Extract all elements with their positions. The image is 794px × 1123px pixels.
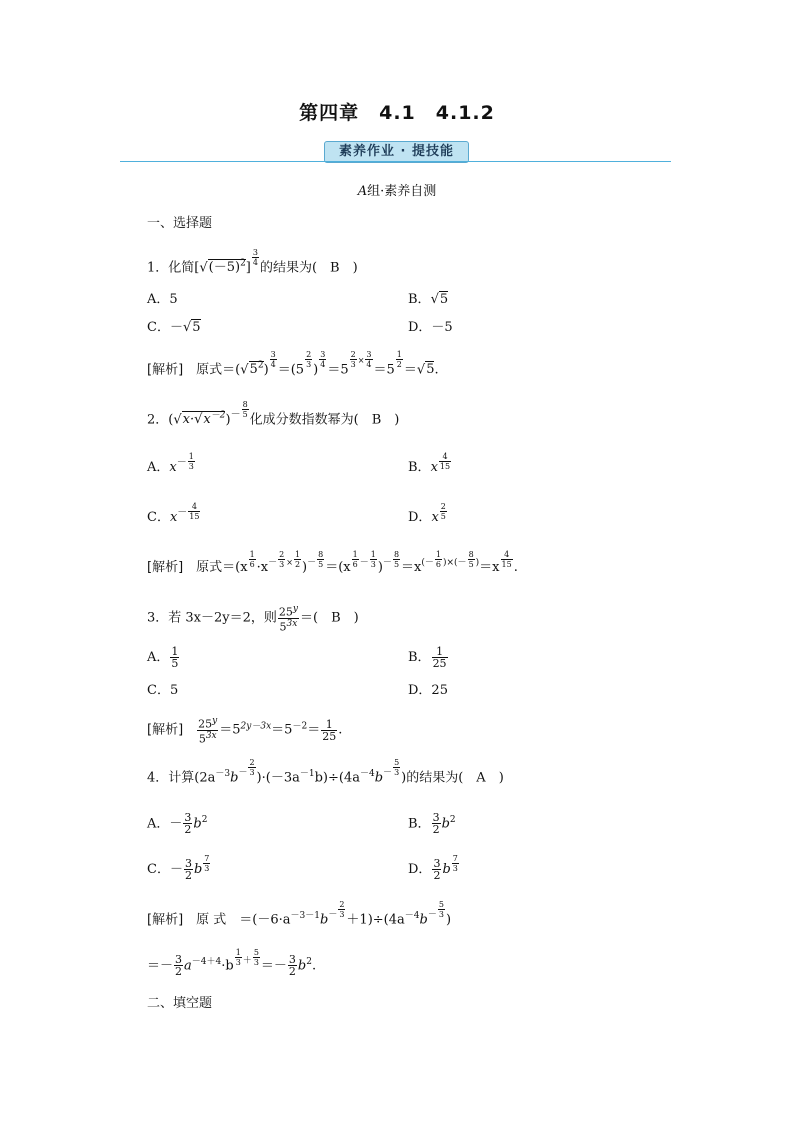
- question-4-stem: 4．计算($2a^{-3}b^-$ $\frac{2}{3}$ )$\cdot(-3a^{-1}b)\div(4a^{-4}b^-$ $\frac{5}{3}$ )的结果为( A ): [147, 758, 504, 786]
- q1-root: (－5): [208, 260, 241, 276]
- q1-option-c: C．－√5: [147, 320, 201, 335]
- section-heading-choice: 一、选择题: [147, 216, 213, 231]
- question-1-stem: 1．化简$[√(-5)^2]$ $\frac{3}{4}$ 的结果为( B ): [147, 248, 358, 276]
- q1-option-b: B．√5: [408, 292, 449, 307]
- q1-after: ]: [245, 260, 251, 276]
- q4-option-c: C．－ $\frac{3}{2}$ b $\frac{7}{3}$: [147, 854, 210, 882]
- q1-option-d: D．－5: [408, 320, 453, 335]
- group-label: 组·素养自测: [367, 184, 437, 199]
- group-heading: [0, 180, 794, 199]
- q2-option-b: B．x $\frac{4}{15}$: [408, 452, 451, 475]
- q4-option-a: A．－ $\frac{3}{2}$ $b^2$: [147, 811, 208, 837]
- question-2-stem: 2．$(√x\cdot√x^{-2})^-$ $\frac{8}{5}$ 化成分数指数幂为( B ): [147, 400, 400, 428]
- q1-prefix: 1．化简[: [147, 260, 200, 276]
- q4-solution-line-2: ＝－ $\frac{3}{2}$ $a^{-4+4}\cdot b$ $\frac{1}{3}$ ＋ $\frac{5}{3}$ ＝－ $\frac{3}{2}$ $b^2$.: [147, 948, 317, 979]
- q3-option-d: D．25: [408, 683, 448, 698]
- section-heading-fill: 二、填空题: [147, 996, 213, 1011]
- question-3-stem: 3．若 3x－2y＝2，则 $\frac{25^y}{5^{3x}}$ ＝( B ): [147, 604, 359, 634]
- q1-exponent: $\frac{3}{4}$: [252, 248, 258, 268]
- q2-option-c: C．x－ $\frac{4}{15}$: [147, 502, 200, 525]
- q1-solution: [解析] 原式$=(√5^2)$ $\frac{3}{4}$ ＝(5 $\frac{2}{3}$ ) $\frac{3}{4}$ ＝5 $\frac{2}{3}$ × $\frac{3}{4}$ ＝5 $\frac{1}{2}$ ＝√5.: [147, 350, 439, 378]
- q4-solution-line-1: [解析] 原 式 $=(-6\cdot a^{-3-1}b^-$ $\frac{2}{3}$ $+1)\div(4a^{-4}b^-$ $\frac{5}{3}$ ): [147, 900, 452, 928]
- q2-option-d: D．x $\frac{2}{5}$: [408, 502, 446, 525]
- q3-option-c: C．5: [147, 683, 179, 698]
- q1-root-exp: 2: [240, 259, 246, 269]
- q1-solution-label: [解析]: [147, 362, 184, 378]
- group-letter: A: [357, 184, 368, 199]
- header-divider: [120, 161, 671, 162]
- q1-option-a: A．5: [147, 292, 178, 307]
- q3-option-a: A． $\frac{1}{5}$: [147, 645, 179, 670]
- q4-option-d: D． $\frac{3}{2}$ b $\frac{7}{3}$: [408, 854, 458, 882]
- q4-option-b: B． $\frac{3}{2}$ $b^2$: [408, 811, 456, 837]
- q3-solution: [解析] $\frac{25^y}{5^{3x}}$ $=5^{2y-3x}=5^{-2}=$ $\frac{1}{25}$ .: [147, 716, 343, 746]
- q3-option-b: B． $\frac{1}{25}$: [408, 645, 447, 670]
- section-badge: 素养作业 · 提技能: [324, 141, 469, 163]
- q2-solution: [解析] 原式＝(x $\frac{1}{6}$ ·x－ $\frac{2}{3}$ × $\frac{1}{2}$ )－ $\frac{8}{5}$ ＝(x $\frac{1}{6}$ － $\frac{1}{3}$ )－ $\frac{8}{5}$ ＝x(－ $\frac{1}{6}$ )×(－ $\frac{8}{5}$ )＝x $\frac{4}{15}$ .: [147, 550, 518, 575]
- page-title: 第四章 4.1 4.1.2: [299, 102, 495, 124]
- q2-option-a: A．x－ $\frac{1}{3}$: [147, 452, 194, 475]
- q1-stem-end: 的结果为( B ): [259, 260, 358, 276]
